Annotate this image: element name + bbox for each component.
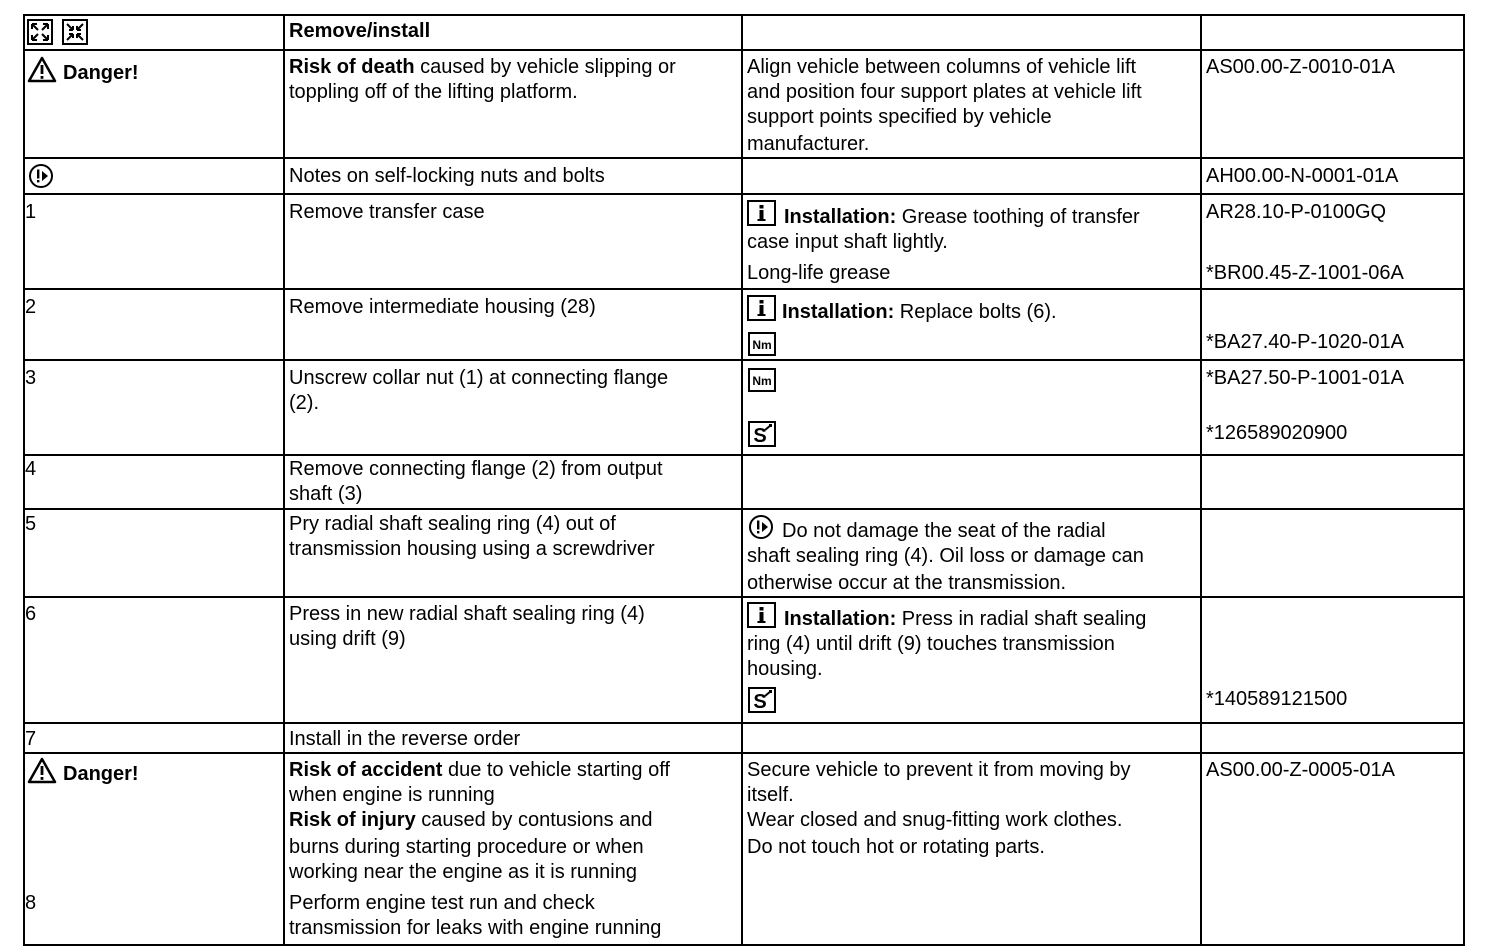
special-tool-icon[interactable] (748, 687, 776, 713)
step-number: 3 (25, 367, 37, 389)
reference-link[interactable]: *BA27.40-P-1020-01A (1206, 331, 1404, 353)
step-action: Install in the reverse order (289, 728, 521, 750)
step-action: (2). (289, 392, 319, 414)
row-divider (23, 157, 1465, 159)
row-divider (23, 49, 1465, 51)
danger-label: Danger! (63, 763, 139, 785)
step-action: transmission for leaks with engine running (289, 917, 662, 939)
step-number: 8 (25, 892, 37, 914)
warning-triangle-icon (27, 757, 57, 784)
row-divider (23, 288, 1465, 290)
step-action: shaft (3) (289, 483, 363, 505)
caution-text: otherwise occur at the transmission. (747, 572, 1067, 594)
torque-nm-icon[interactable] (748, 332, 776, 356)
installation-description: ring (4) until drift (9) touches transmission (747, 633, 1115, 655)
special-tool-number[interactable]: *140589121500 (1206, 688, 1348, 710)
risk-description: toppling off of the lifting platform. (289, 81, 578, 103)
risk-title: Risk of accident (289, 759, 443, 781)
step-number: 5 (25, 513, 37, 535)
reference-link[interactable]: AR28.10-P-0100GQ (1206, 201, 1387, 223)
svg-text:S: S (753, 691, 767, 713)
risk-description: caused by contusions and (415, 809, 653, 831)
risk-text (289, 758, 670, 783)
installation-label: Installation: (784, 608, 897, 630)
row-divider (23, 359, 1465, 361)
caution-text: shaft sealing ring (4). Oil loss or damage can (747, 545, 1144, 567)
step-number: 1 (25, 201, 37, 223)
risk-description: due to vehicle starting off (442, 759, 670, 781)
table-border-top (23, 14, 1465, 16)
reference-link[interactable]: *BR00.45-Z-1001-06A (1206, 262, 1404, 284)
step-action: Unscrew collar nut (1) at connecting flange (289, 367, 669, 389)
row-divider (23, 193, 1465, 195)
installation-description: Replace bolts (6). (899, 301, 1057, 323)
reference-link[interactable]: *BA27.50-P-1001-01A (1206, 367, 1404, 389)
step-action: Perform engine test run and check (289, 892, 595, 914)
installation-text (782, 300, 1057, 325)
risk-text (289, 55, 676, 80)
expand-arrows-icon[interactable] (27, 19, 53, 45)
special-tool-number[interactable]: *126589020900 (1206, 422, 1348, 444)
note-circle-icon (28, 163, 54, 189)
table-border-bottom (23, 944, 1465, 946)
reference-link[interactable]: AH00.00-N-0001-01A (1206, 165, 1399, 187)
note-circle-icon (748, 514, 774, 540)
svg-text:Nm: Nm (752, 374, 772, 388)
installation-description: Press in radial shaft sealing (901, 608, 1147, 630)
risk-text (289, 808, 653, 833)
step-action: Remove connecting flange (2) from output (289, 458, 663, 480)
instruction-line: manufacturer. (747, 133, 870, 155)
risk-description: working near the engine as it is running (289, 861, 637, 883)
step-action: Remove intermediate housing (28) (289, 296, 596, 318)
step-number: 6 (25, 603, 37, 625)
row-divider (23, 508, 1465, 510)
row-divider (23, 722, 1465, 724)
step-number: 7 (25, 728, 37, 750)
installation-label: Installation: (782, 301, 895, 323)
step-number: 2 (25, 296, 37, 318)
info-box-icon (747, 200, 776, 226)
grease-spec: Long-life grease (747, 262, 891, 284)
installation-text (784, 607, 1146, 632)
installation-description: Grease toothing of transfer (901, 206, 1140, 228)
instruction-line: Align vehicle between columns of vehicle lift (747, 56, 1137, 78)
risk-description: when engine is running (289, 784, 495, 806)
instruction-line: support points specified by vehicle (747, 106, 1052, 128)
row-divider (23, 596, 1465, 598)
info-box-icon (747, 295, 776, 321)
risk-description: caused by vehicle slipping or (414, 56, 676, 78)
step-action: using drift (9) (289, 628, 406, 650)
reference-link[interactable]: AS00.00-Z-0010-01A (1206, 56, 1396, 78)
installation-label: Installation: (784, 206, 897, 228)
note-text: Notes on self-locking nuts and bolts (289, 165, 605, 187)
step-action: Remove transfer case (289, 201, 485, 223)
instruction-line: Wear closed and snug-fitting work clothes. (747, 809, 1123, 831)
table-divider (741, 14, 743, 946)
installation-text (784, 205, 1140, 230)
installation-description: housing. (747, 658, 823, 680)
step-number: 4 (25, 458, 37, 480)
table-divider (1200, 14, 1202, 946)
page-title: Remove/install (289, 20, 431, 42)
risk-title: Risk of death (289, 56, 415, 78)
warning-triangle-icon (27, 56, 57, 83)
procedure-table (23, 14, 1465, 946)
collapse-arrows-icon[interactable] (62, 19, 88, 45)
info-box-icon (747, 602, 776, 628)
special-tool-icon[interactable] (748, 421, 776, 447)
step-action: Press in new radial shaft sealing ring (4) (289, 603, 645, 625)
step-action: Pry radial shaft sealing ring (4) out of (289, 513, 616, 535)
table-divider (283, 14, 285, 946)
instruction-line: Secure vehicle to prevent it from moving by (747, 759, 1131, 781)
row-divider (23, 752, 1465, 754)
svg-text:S: S (753, 425, 767, 447)
step-action: transmission housing using a screwdriver (289, 538, 655, 560)
instruction-line: itself. (747, 784, 794, 806)
risk-description: burns during starting procedure or when (289, 836, 644, 858)
instruction-line: and position four support plates at vehicle lift (747, 81, 1142, 103)
caution-text: Do not damage the seat of the radial (782, 520, 1106, 542)
row-divider (23, 454, 1465, 456)
danger-label: Danger! (63, 62, 139, 84)
installation-description: case input shaft lightly. (747, 231, 948, 253)
torque-nm-icon[interactable] (748, 368, 776, 392)
svg-text:Nm: Nm (752, 338, 772, 352)
instruction-line: Do not touch hot or rotating parts. (747, 836, 1045, 858)
risk-title: Risk of injury (289, 809, 416, 831)
reference-link[interactable]: AS00.00-Z-0005-01A (1206, 759, 1396, 781)
table-border-right (1463, 14, 1465, 946)
